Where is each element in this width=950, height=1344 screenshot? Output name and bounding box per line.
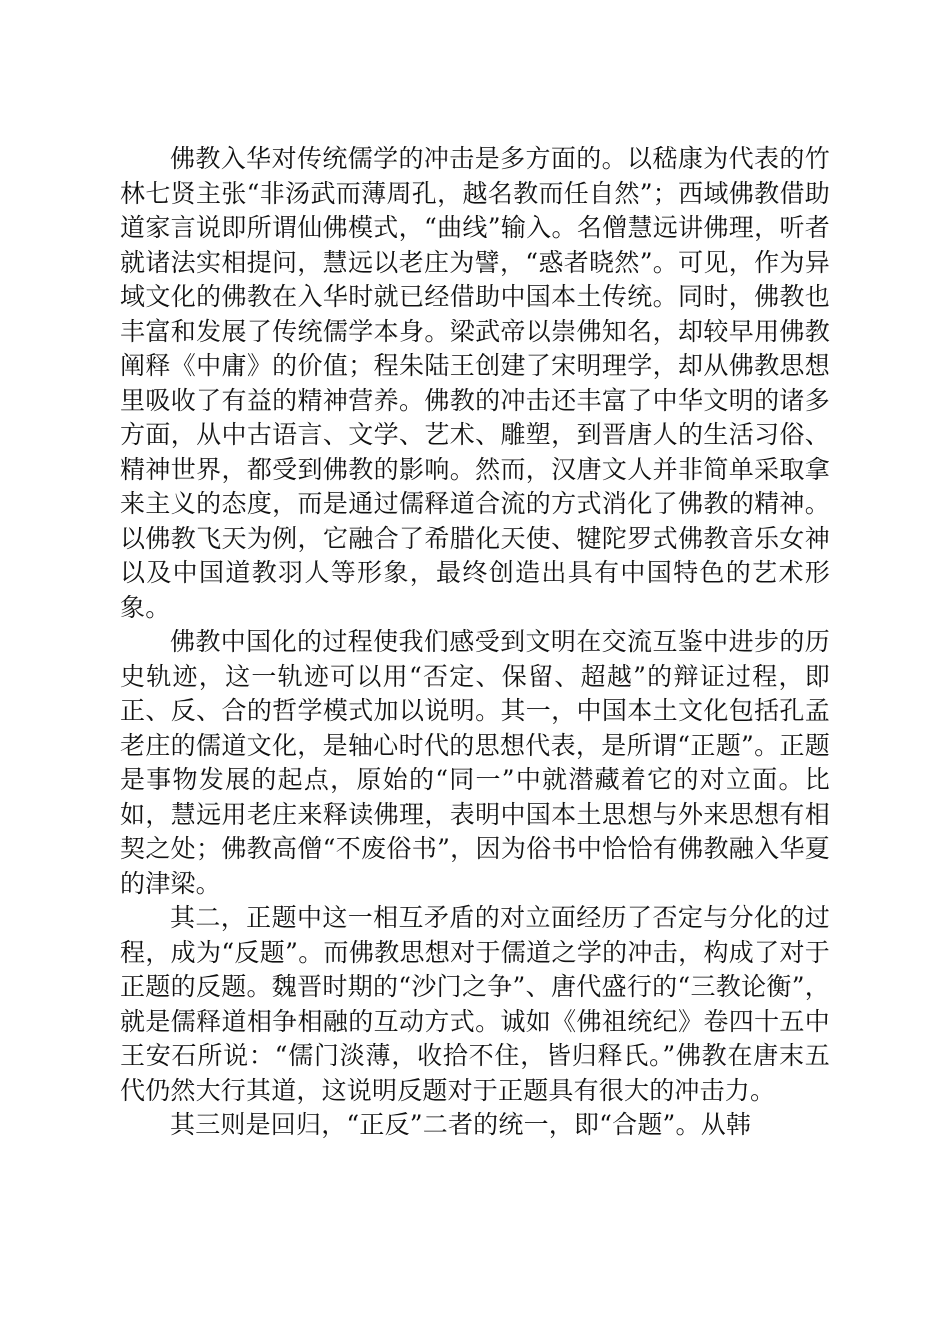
paragraph-3: 其二，正题中这一相互矛盾的对立面经历了否定与分化的过程，成为“反题”。而佛教思想对于儒道之学的冲击，构成了对于正题的反题。魏晋时期的“沙门之争”、唐代盛行的“三教论衡”，就是儒释道相争相融的互动方式。诚如《佛祖统纪》卷四十五中王安石所说：“儒门淡薄，收拾不住，皆归释氏。”佛教在唐末五代仍然大行其道，这说明反题对于正题具有很大的冲击力。 bbox=[120, 903, 830, 1105]
paragraph-2: 佛教中国化的过程使我们感受到文明在交流互鉴中进步的历史轨迹，这一轨迹可以用“否定、保留、超越”的辩证过程，即正、反、合的哲学模式加以说明。其一，中国本土文化包括孔孟老庄的儒道文化，是轴心时代的思想代表，是所谓“正题”。正题是事物发展的起点，原始的“同一”中就潜藏着它的对立面。比如，慧远用老庄来释读佛理，表明中国本土思想与外来思想有相契之处；佛教高僧“不废俗书”，因为俗书中恰恰有佛教融入华夏的津梁。 bbox=[120, 627, 830, 898]
article-body bbox=[120, 142, 830, 1143]
paragraph-4: 其三则是回归，“正反”二者的统一，即“合题”。从韩 bbox=[170, 1110, 752, 1139]
paragraph-1: 佛教入华对传统儒学的冲击是多方面的。以嵇康为代表的竹林七贤主张“非汤武而薄周孔，越名教而任自然”；西域佛教借助道家言说即所谓仙佛模式，“曲线”输入。名僧慧远讲佛理，听者就诸法实相提问，慧远以老庄为譬，“惑者晓然”。可见，作为异域文化的佛教在入华时就已经借助中国本土传统。同时，佛教也丰富和发展了传统儒学本身。梁武帝以崇佛知名，却较早用佛教阐释《中庸》的价值；程朱陆王创建了宋明理学，却从佛教思想里吸收了有益的精神营养。佛教的冲击还丰富了中华文明的诸多方面，从中古语言、文学、艺术、雕塑，到晋唐人的生活习俗、精神世界，都受到佛教的影响。然而，汉唐文人并非简单采取拿来主义的态度，而是通过儒释道合流的方式消化了佛教的精神。以佛教飞天为例，它融合了希腊化天使、犍陀罗式佛教音乐女神以及中国道教羽人等形象，最终创造出具有中国特色的艺术形象。 bbox=[120, 144, 830, 622]
